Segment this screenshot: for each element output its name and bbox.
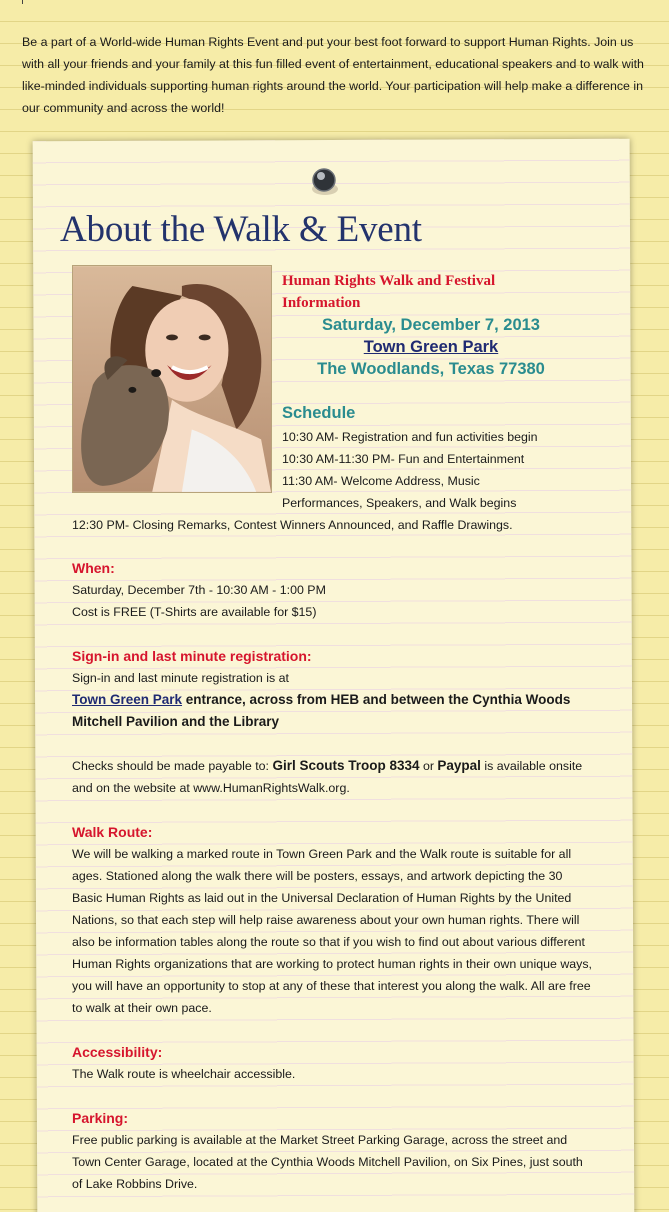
intro-paragraph: Be a part of a World-wide Human Rights Event and put your best foot forward to support Human Rights. Join us with all your friends and your family at this fun filled event of entertainment, educational speakers and to walk with like-minded individuals supporting human rights around the world. Your participation will help make a difference in our community and across the world! — [22, 35, 644, 115]
when-line1: Saturday, December 7th - 10:30 AM - 1:00 PM — [72, 583, 326, 597]
signin-section — [72, 645, 592, 733]
town-green-park-link[interactable]: Town Green Park — [363, 338, 499, 356]
access-section — [72, 1041, 592, 1085]
signin-park-link[interactable]: Town Green Park — [72, 692, 183, 707]
route-section — [72, 821, 592, 1019]
signin-line1: Sign-in and last minute registration is at — [72, 671, 289, 685]
event-date: Saturday, December 7, 2013 — [322, 316, 540, 334]
access-heading: Accessibility: — [72, 1044, 163, 1060]
text-cursor-mark — [22, 0, 23, 4]
parking-text: Free public parking is available at the Market Street Parking Garage, across the street and Town Center Garage, located at the Cynthia Woods Mitchell Pavilion, on Six Pines, just south of Lake Robbins Drive. — [72, 1133, 583, 1191]
schedule-item: 10:30 AM- Registration and fun activities begin — [282, 430, 538, 444]
schedule-item: 11:30 AM- Welcome Address, Music — [282, 474, 480, 488]
schedule-list — [282, 426, 572, 514]
access-text: The Walk route is wheelchair accessible. — [72, 1067, 296, 1081]
checks-post: is available onsite and on the website at www.HumanRightsWalk.org. — [72, 759, 583, 795]
signin-heading: Sign-in and last minute registration: — [72, 648, 312, 664]
route-heading: Walk Route: — [72, 824, 153, 840]
parking-section — [72, 1107, 592, 1195]
schedule-item: 10:30 AM-11:30 PM- Fun and Entertainment — [282, 452, 525, 466]
parking-heading: Parking: — [72, 1110, 129, 1126]
schedule-item: 12:30 PM- Closing Remarks, Contest Winners Announced, and Raffle Drawings. — [72, 518, 513, 532]
signin-location: entrance, across from HEB and between the Cynthia Woods Mitchell Pavilion and the Library — [72, 692, 571, 729]
pushpin-icon — [306, 164, 342, 200]
event-city: The Woodlands, Texas 77380 — [317, 360, 545, 378]
event-heading-line2: Information — [282, 295, 361, 311]
route-text: We will be walking a marked route in Town Green Park and the Walk route is suitable for all ages. Stationed along the walk there will be posters, essays, and artwork depicting the 30 Basic Human Rights as laid out in the Universal Declaration of Human Rights by the United Nations, so that each step will help raise awareness about your own human rights. There will also be information tables along the route so that if you wish to find out about various different Human Rights organizations that are working to protect human rights in their own unique ways, you will have an opportunity to stop at any of these that interest you along the walk. All are free to walk at their own pace. — [72, 847, 592, 1015]
checks-troop: Girl Scouts Troop 8334 — [272, 758, 420, 773]
checks-pre: Checks should be made payable to: — [72, 759, 273, 773]
schedule-item: Performances, Speakers, and Walk begins — [282, 496, 517, 510]
when-heading: When: — [72, 560, 115, 576]
page-title: About the Walk & Event — [60, 209, 422, 250]
event-heading — [282, 270, 552, 314]
when-section — [72, 557, 592, 623]
when-line2: Cost is FREE (T-Shirts are available for $15) — [72, 605, 317, 619]
woman-with-dog-photo — [72, 265, 272, 493]
schedule-heading: Schedule — [282, 404, 356, 422]
checks-section — [72, 755, 592, 799]
checks-or: or — [419, 759, 438, 773]
checks-paypal: Paypal — [437, 758, 481, 773]
event-info — [282, 314, 580, 380]
event-heading-line1: Human Rights Walk and Festival — [282, 273, 496, 289]
